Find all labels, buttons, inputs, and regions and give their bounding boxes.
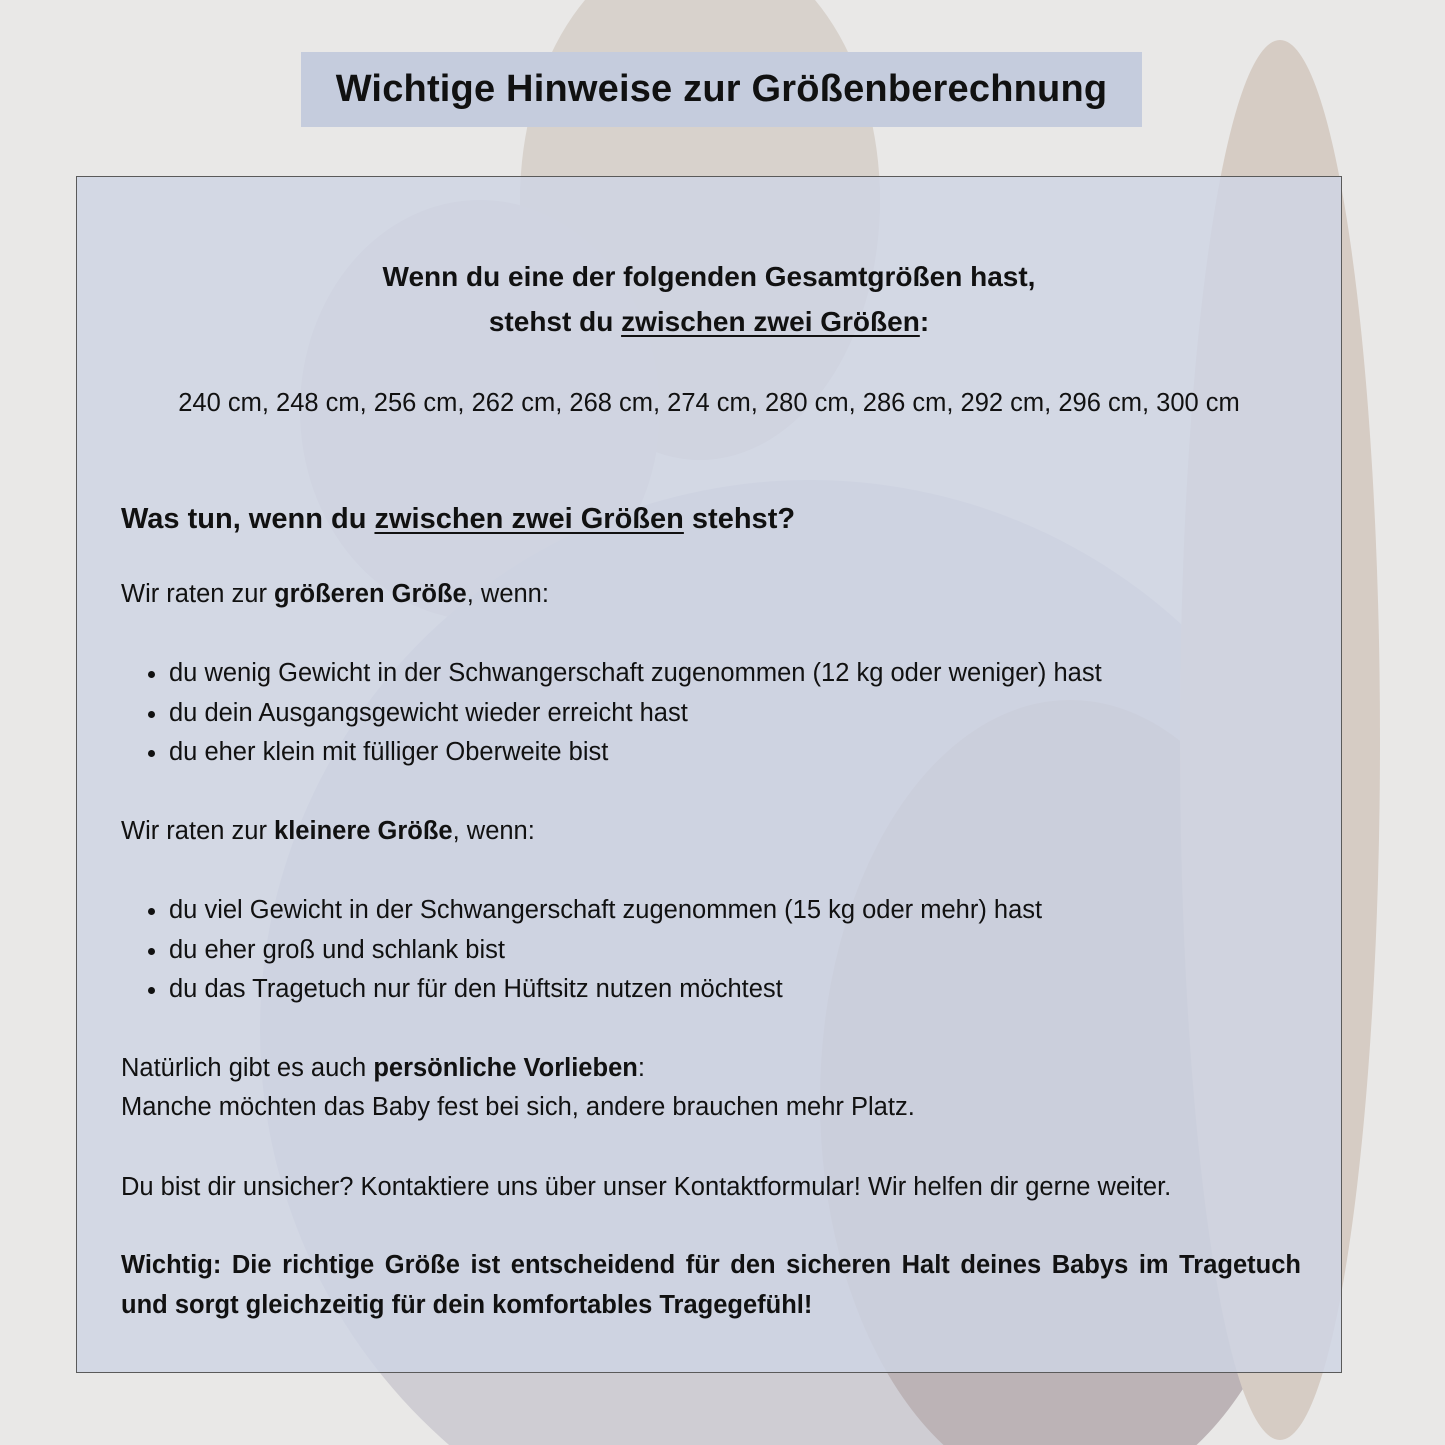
intro-line-2-colon: : [919,306,930,337]
preferences-post: : [637,1054,645,1082]
preferences-pre: Natürlich gibt es auch [121,1054,374,1082]
intro-heading [77,254,1341,344]
larger-bold: größeren Größe [274,580,467,608]
preferences-line-2: Manche möchten das Baby fest bei sich, andere brauchen mehr Platz. [121,1093,915,1121]
list-item: • du eher klein mit fülliger Oberweite bist [169,733,1102,773]
intro-line-2-text: stehst du [488,306,622,337]
larger-post: , wenn: [466,580,549,608]
list-item: • du dein Ausgangsgewicht wieder erreicht hast [169,694,1102,734]
preferences-bold: persönliche Vorlieben [373,1054,638,1082]
smaller-size-list [147,891,1042,1010]
intro-line-1: Wenn du eine der folgenden Gesamtgrößen hast, [382,261,1036,292]
larger-size-list [147,654,1102,773]
larger-size-intro [121,575,549,614]
list-item: • du eher groß und schlank bist [169,931,1042,971]
smaller-pre: Wir raten zur [121,817,275,845]
intro-line-2-underlined: zwischen zwei Größen [621,306,920,337]
question-text: Was tun, wenn du [121,503,375,535]
info-panel [76,176,1342,1373]
page-title: Wichtige Hinweise zur Größenberechnung [335,68,1108,110]
list-item: • du wenig Gewicht in der Schwangerschaft zugenommen (12 kg oder weniger) hast [169,654,1102,694]
contact-text: Du bist dir unsicher? Kontaktiere uns über unser Kontaktformular! Wir helfen dir gerne weiter. [121,1173,1172,1201]
important-note: Wichtig: Die richtige Größe ist entscheidend für den sicheren Halt deines Babys im Tragetuch und sorgt gleichzeitig für dein komfortables Tragegefühl! [121,1251,1301,1319]
intro-line-2 [77,299,1341,344]
title-banner [301,52,1142,127]
list-item: • du viel Gewicht in der Schwangerschaft zugenommen (15 kg oder mehr) hast [169,891,1042,931]
question-underlined: zwischen zwei Größen [374,503,684,535]
question-text-end: stehst? [683,503,796,535]
preferences-text [121,1049,915,1127]
question-heading [121,503,795,536]
smaller-bold: kleinere Größe [274,817,453,845]
list-item: • du das Tragetuch nur für den Hüftsitz nutzen möchtest [169,970,1042,1010]
larger-pre: Wir raten zur [121,580,275,608]
smaller-size-intro [121,812,535,851]
smaller-post: , wenn: [452,817,535,845]
size-list: 240 cm, 248 cm, 256 cm, 262 cm, 268 cm, 274 cm, 280 cm, 286 cm, 292 cm, 296 cm, 300 cm [178,389,1240,417]
